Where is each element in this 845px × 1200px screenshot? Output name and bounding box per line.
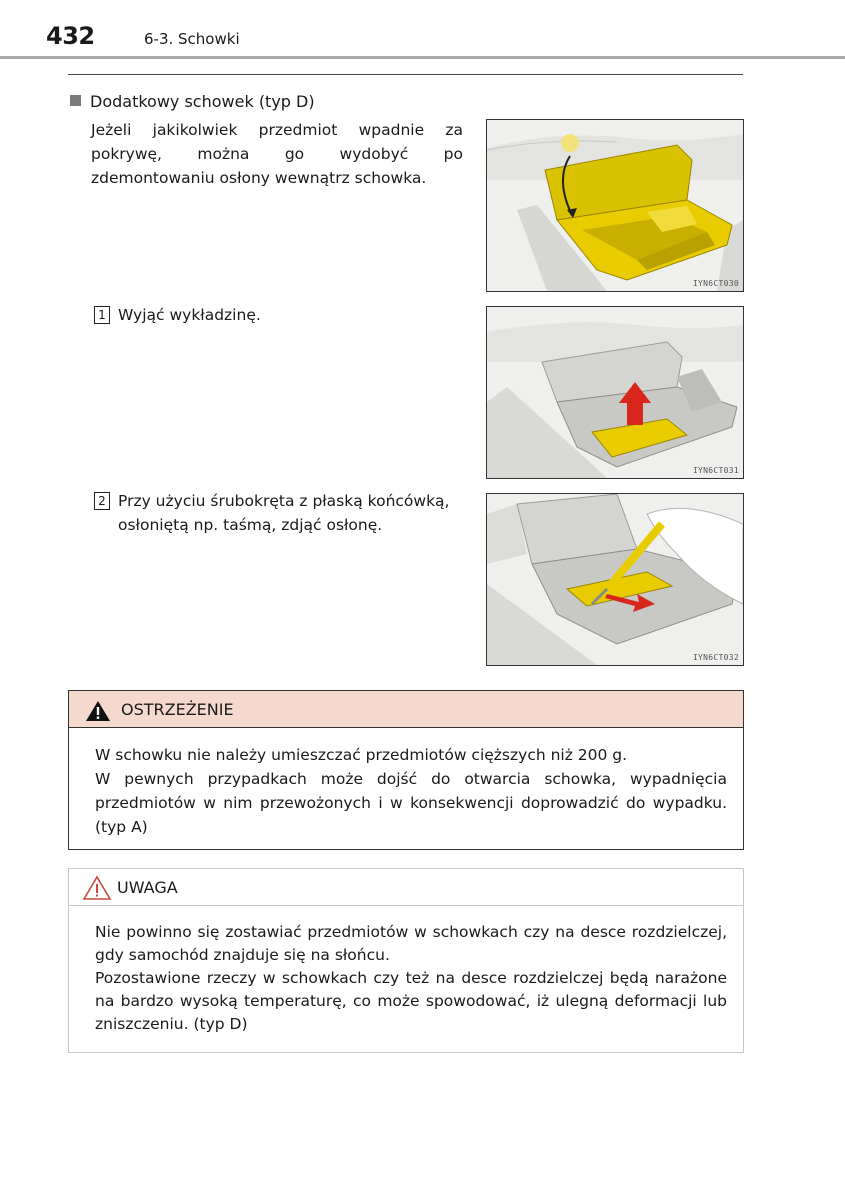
notice-header: [69, 869, 743, 906]
subsection-heading: [70, 92, 315, 111]
subsection-title: Dodatkowy schowek (typ D): [90, 92, 315, 111]
notice-body: [95, 921, 727, 1036]
figure-code: IYN6CT030: [692, 279, 739, 288]
page-header: [0, 0, 845, 60]
warning-paragraph: W pewnych przypadkach może dojść do otwarcia schowka, wypadnięcia przedmiotów w nim przewożonych i w konsekwencji doprowadzić do wypadku. (typ A): [95, 770, 727, 836]
step-2: [94, 489, 474, 537]
figure-remove-mat: [486, 306, 744, 479]
warning-body: [95, 743, 727, 839]
notice-paragraph: Nie powinno się zostawiać przedmiotów w schowkach czy na desce rozdzielczej, gdy samochód znajduje się na słońcu.: [95, 923, 727, 964]
warning-title: OSTRZEŻENIE: [121, 700, 234, 719]
warning-box: [68, 690, 744, 850]
header-rule: [0, 56, 845, 59]
figure-code: IYN6CT031: [692, 466, 739, 475]
glovebox-illustration: [487, 120, 743, 291]
intro-paragraph: Jeżeli jakikolwiek przedmiot wpadnie za pokrywę, można go wydobyć po zdemontowaniu osłony wewnątrz schowka.: [91, 121, 463, 187]
content-divider: [68, 74, 743, 75]
step-text: Wyjąć wykładzinę.: [118, 306, 261, 324]
step-number-badge: 1: [94, 306, 110, 324]
caution-triangle-icon: [82, 875, 112, 901]
notice-box: [68, 868, 744, 1053]
glovebox-screwdriver-illustration: [487, 494, 743, 665]
figure-remove-cover: [486, 493, 744, 666]
square-bullet-icon: [70, 95, 81, 106]
warning-header: [69, 691, 743, 728]
warning-paragraph: W schowku nie należy umieszczać przedmiotów cięższych niż 200 g.: [95, 746, 628, 764]
notice-paragraph: Pozostawione rzeczy w schowkach czy też na desce rozdzielczej będą narażone na bardzo wysoką temperaturę, co może spowodować, iż ulegną deformacji lub zniszczeniu. (typ D): [95, 969, 727, 1033]
glovebox-mat-illustration: [487, 307, 743, 478]
page-number: 432: [46, 22, 95, 50]
notice-title: UWAGA: [117, 878, 178, 897]
step-text: Przy użyciu śrubokręta z płaską końcówką, osłoniętą np. taśmą, zdjąć osłonę.: [118, 492, 450, 534]
section-title: 6-3. Schowki: [144, 30, 240, 48]
warning-triangle-icon: [85, 700, 111, 722]
figure-glovebox-open: [486, 119, 744, 292]
figure-code: IYN6CT032: [692, 653, 739, 662]
step-1: [94, 303, 474, 327]
step-number-badge: 2: [94, 492, 110, 510]
